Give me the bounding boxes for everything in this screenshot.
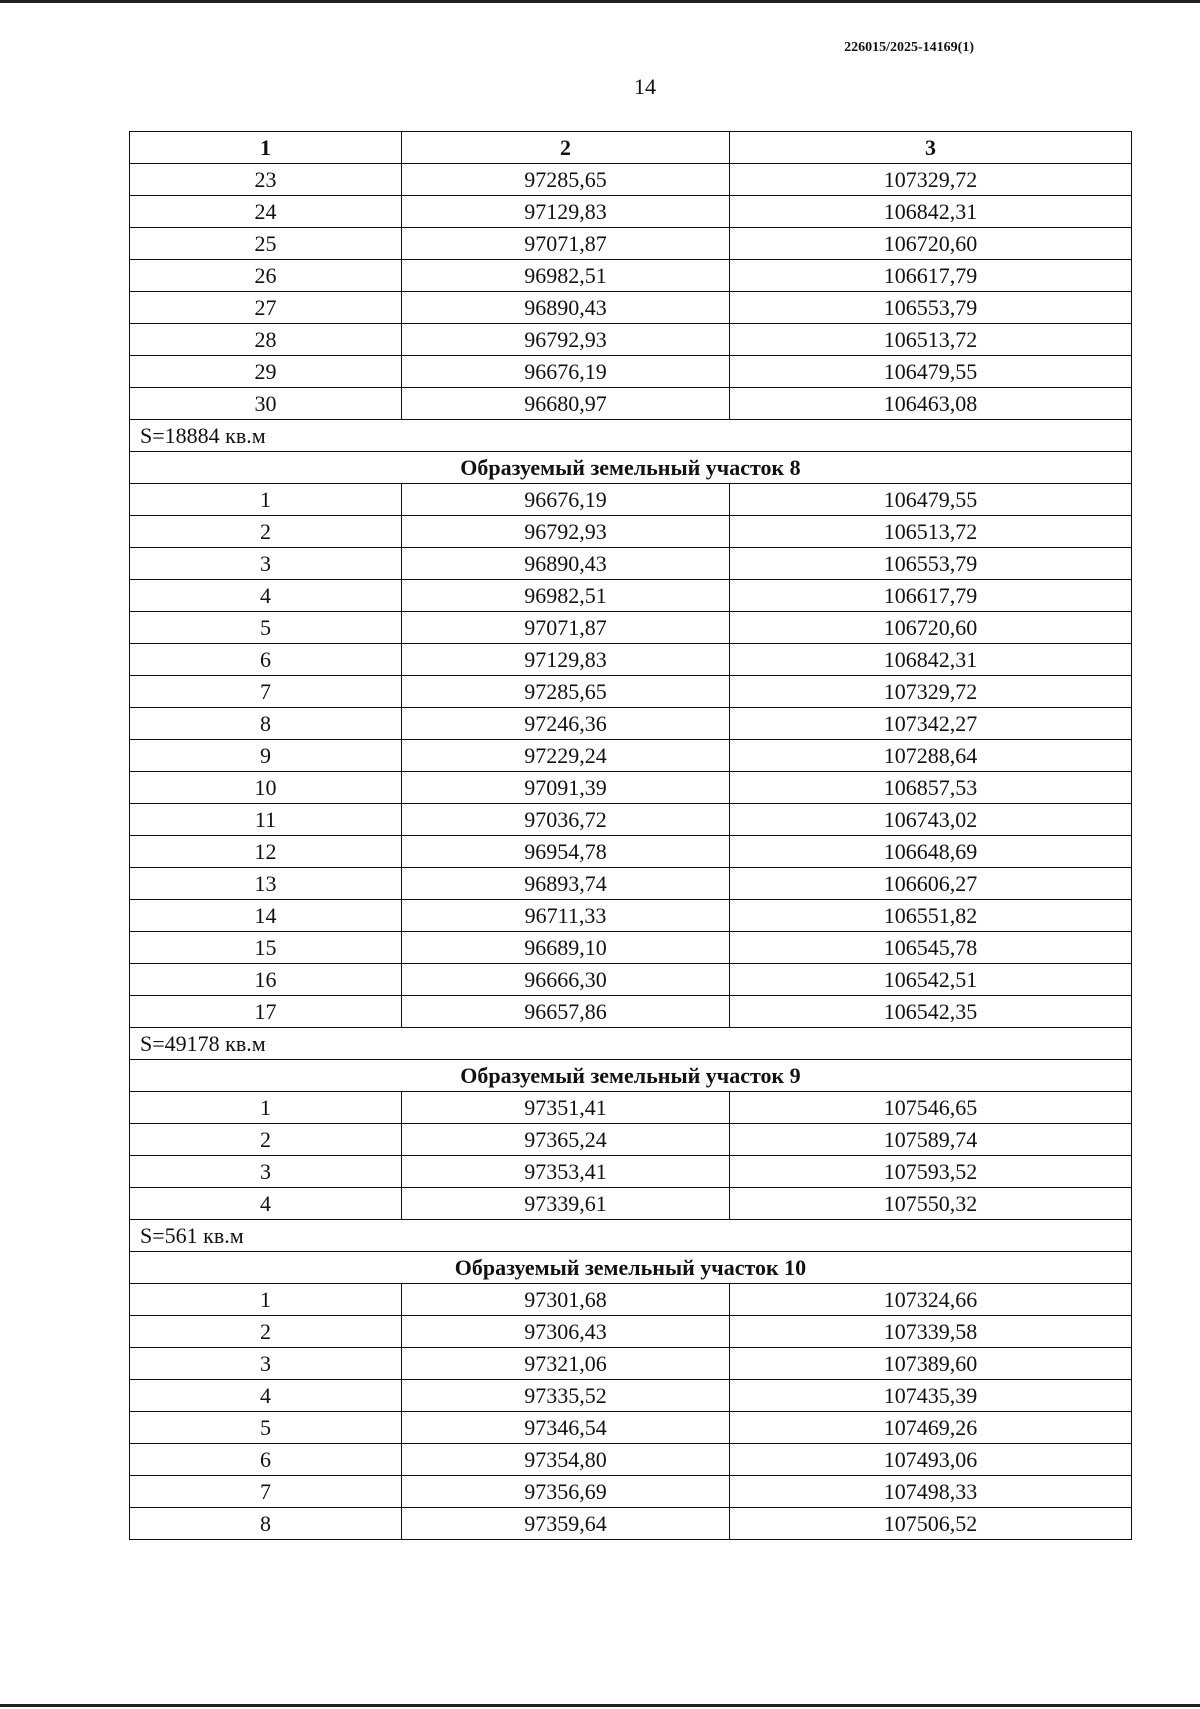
coordinate-x: 96954,78 bbox=[402, 836, 730, 868]
coordinate-x: 96982,51 bbox=[402, 260, 730, 292]
coordinate-x: 96893,74 bbox=[402, 868, 730, 900]
top-scan-border bbox=[0, 0, 1200, 3]
table-row bbox=[130, 932, 1132, 964]
area-value: S=49178 кв.м bbox=[130, 1028, 1132, 1060]
point-number: 6 bbox=[130, 644, 402, 676]
coordinate-y: 106479,55 bbox=[730, 356, 1132, 388]
coordinate-x: 97339,61 bbox=[402, 1188, 730, 1220]
point-number: 13 bbox=[130, 868, 402, 900]
table-row bbox=[130, 900, 1132, 932]
section-row bbox=[130, 452, 1132, 484]
table-row bbox=[130, 580, 1132, 612]
coordinate-x: 97285,65 bbox=[402, 676, 730, 708]
table-row bbox=[130, 1508, 1132, 1540]
table-row bbox=[130, 260, 1132, 292]
table-row bbox=[130, 484, 1132, 516]
header-row bbox=[130, 132, 1132, 164]
table-row bbox=[130, 836, 1132, 868]
coordinate-y: 106720,60 bbox=[730, 612, 1132, 644]
coordinate-x: 97306,43 bbox=[402, 1316, 730, 1348]
coordinate-x: 96890,43 bbox=[402, 292, 730, 324]
coordinate-x: 96792,93 bbox=[402, 516, 730, 548]
point-number: 26 bbox=[130, 260, 402, 292]
table-row bbox=[130, 548, 1132, 580]
point-number: 11 bbox=[130, 804, 402, 836]
point-number: 27 bbox=[130, 292, 402, 324]
coordinate-x: 97091,39 bbox=[402, 772, 730, 804]
table-row bbox=[130, 1188, 1132, 1220]
point-number: 17 bbox=[130, 996, 402, 1028]
coordinate-x: 97129,83 bbox=[402, 196, 730, 228]
header-col-2: 2 bbox=[402, 132, 730, 164]
point-number: 30 bbox=[130, 388, 402, 420]
coordinate-y: 106743,02 bbox=[730, 804, 1132, 836]
point-number: 5 bbox=[130, 612, 402, 644]
point-number: 4 bbox=[130, 580, 402, 612]
table-header bbox=[130, 132, 1132, 164]
point-number: 2 bbox=[130, 516, 402, 548]
coordinate-y: 106606,27 bbox=[730, 868, 1132, 900]
coordinate-y: 106479,55 bbox=[730, 484, 1132, 516]
coordinate-y: 106513,72 bbox=[730, 324, 1132, 356]
coordinate-y: 106545,78 bbox=[730, 932, 1132, 964]
section-title: Образуемый земельный участок 10 bbox=[130, 1252, 1132, 1284]
point-number: 3 bbox=[130, 1156, 402, 1188]
coordinate-y: 107589,74 bbox=[730, 1124, 1132, 1156]
table-row bbox=[130, 1124, 1132, 1156]
coordinate-y: 107329,72 bbox=[730, 676, 1132, 708]
coordinate-x: 97129,83 bbox=[402, 644, 730, 676]
coordinate-x: 97071,87 bbox=[402, 228, 730, 260]
coordinate-y: 107493,06 bbox=[730, 1444, 1132, 1476]
coordinate-y: 107342,27 bbox=[730, 708, 1132, 740]
table-row bbox=[130, 1156, 1132, 1188]
table-body bbox=[130, 164, 1132, 1540]
coordinate-y: 106857,53 bbox=[730, 772, 1132, 804]
coordinate-x: 97365,24 bbox=[402, 1124, 730, 1156]
area-value: S=18884 кв.м bbox=[130, 420, 1132, 452]
coordinate-x: 96676,19 bbox=[402, 484, 730, 516]
coordinate-y: 106553,79 bbox=[730, 548, 1132, 580]
table-row bbox=[130, 708, 1132, 740]
coordinate-x: 97301,68 bbox=[402, 1284, 730, 1316]
point-number: 1 bbox=[130, 1284, 402, 1316]
coordinate-x: 96666,30 bbox=[402, 964, 730, 996]
point-number: 16 bbox=[130, 964, 402, 996]
coordinate-y: 106463,08 bbox=[730, 388, 1132, 420]
table-row bbox=[130, 356, 1132, 388]
coordinate-x: 97321,06 bbox=[402, 1348, 730, 1380]
point-number: 1 bbox=[130, 1092, 402, 1124]
coordinate-x: 96982,51 bbox=[402, 580, 730, 612]
coordinate-x: 97036,72 bbox=[402, 804, 730, 836]
coordinate-y: 107389,60 bbox=[730, 1348, 1132, 1380]
point-number: 10 bbox=[130, 772, 402, 804]
table-row bbox=[130, 964, 1132, 996]
point-number: 3 bbox=[130, 548, 402, 580]
coordinate-y: 106513,72 bbox=[730, 516, 1132, 548]
table-row bbox=[130, 292, 1132, 324]
coordinate-x: 97335,52 bbox=[402, 1380, 730, 1412]
point-number: 3 bbox=[130, 1348, 402, 1380]
coordinate-x: 97353,41 bbox=[402, 1156, 730, 1188]
point-number: 23 bbox=[130, 164, 402, 196]
header-col-3: 3 bbox=[730, 132, 1132, 164]
coordinate-x: 97354,80 bbox=[402, 1444, 730, 1476]
coordinate-x: 97346,54 bbox=[402, 1412, 730, 1444]
coordinate-y: 107498,33 bbox=[730, 1476, 1132, 1508]
coordinates-table bbox=[129, 131, 1132, 1540]
coordinate-y: 106648,69 bbox=[730, 836, 1132, 868]
coordinate-x: 97285,65 bbox=[402, 164, 730, 196]
point-number: 6 bbox=[130, 1444, 402, 1476]
table-row bbox=[130, 868, 1132, 900]
coordinate-x: 96689,10 bbox=[402, 932, 730, 964]
area-row bbox=[130, 1028, 1132, 1060]
point-number: 9 bbox=[130, 740, 402, 772]
point-number: 28 bbox=[130, 324, 402, 356]
table-row bbox=[130, 772, 1132, 804]
table-row bbox=[130, 676, 1132, 708]
coordinate-y: 106553,79 bbox=[730, 292, 1132, 324]
table-row bbox=[130, 196, 1132, 228]
table-row bbox=[130, 1476, 1132, 1508]
point-number: 29 bbox=[130, 356, 402, 388]
area-value: S=561 кв.м bbox=[130, 1220, 1132, 1252]
table-row bbox=[130, 612, 1132, 644]
coordinate-y: 107339,58 bbox=[730, 1316, 1132, 1348]
section-row bbox=[130, 1252, 1132, 1284]
table-row bbox=[130, 644, 1132, 676]
point-number: 2 bbox=[130, 1124, 402, 1156]
coordinate-y: 107546,65 bbox=[730, 1092, 1132, 1124]
coordinate-x: 97071,87 bbox=[402, 612, 730, 644]
table-row bbox=[130, 740, 1132, 772]
coordinate-x: 97356,69 bbox=[402, 1476, 730, 1508]
coordinate-y: 106617,79 bbox=[730, 260, 1132, 292]
point-number: 14 bbox=[130, 900, 402, 932]
coordinate-y: 106542,51 bbox=[730, 964, 1132, 996]
table-row bbox=[130, 1316, 1132, 1348]
section-title: Образуемый земельный участок 8 bbox=[130, 452, 1132, 484]
point-number: 8 bbox=[130, 708, 402, 740]
section-row bbox=[130, 1060, 1132, 1092]
coordinate-x: 96657,86 bbox=[402, 996, 730, 1028]
coordinate-x: 97359,64 bbox=[402, 1508, 730, 1540]
coordinate-y: 107506,52 bbox=[730, 1508, 1132, 1540]
point-number: 7 bbox=[130, 676, 402, 708]
coordinate-y: 107435,39 bbox=[730, 1380, 1132, 1412]
table-row bbox=[130, 1412, 1132, 1444]
section-title: Образуемый земельный участок 9 bbox=[130, 1060, 1132, 1092]
point-number: 5 bbox=[130, 1412, 402, 1444]
point-number: 24 bbox=[130, 196, 402, 228]
table-row bbox=[130, 516, 1132, 548]
point-number: 7 bbox=[130, 1476, 402, 1508]
area-row bbox=[130, 1220, 1132, 1252]
table-row bbox=[130, 324, 1132, 356]
coordinate-x: 96680,97 bbox=[402, 388, 730, 420]
coordinate-y: 107288,64 bbox=[730, 740, 1132, 772]
point-number: 1 bbox=[130, 484, 402, 516]
coordinate-x: 97246,36 bbox=[402, 708, 730, 740]
coordinate-y: 107550,32 bbox=[730, 1188, 1132, 1220]
coordinate-y: 106842,31 bbox=[730, 644, 1132, 676]
page-number: 14 bbox=[634, 74, 656, 99]
coordinate-y: 106720,60 bbox=[730, 228, 1132, 260]
table-row bbox=[130, 228, 1132, 260]
area-row bbox=[130, 420, 1132, 452]
coordinate-x: 97229,24 bbox=[402, 740, 730, 772]
point-number: 12 bbox=[130, 836, 402, 868]
point-number: 8 bbox=[130, 1508, 402, 1540]
point-number: 25 bbox=[130, 228, 402, 260]
coordinate-y: 106842,31 bbox=[730, 196, 1132, 228]
coordinate-y: 107329,72 bbox=[730, 164, 1132, 196]
coordinate-x: 96676,19 bbox=[402, 356, 730, 388]
coordinate-x: 96792,93 bbox=[402, 324, 730, 356]
point-number: 15 bbox=[130, 932, 402, 964]
coordinate-y: 106617,79 bbox=[730, 580, 1132, 612]
table-row bbox=[130, 996, 1132, 1028]
coordinate-y: 106542,35 bbox=[730, 996, 1132, 1028]
document-id: 226015/2025-14169(1) bbox=[844, 40, 974, 55]
table-row bbox=[130, 1284, 1132, 1316]
point-number: 4 bbox=[130, 1380, 402, 1412]
bottom-scan-border bbox=[0, 1704, 1200, 1707]
table-row bbox=[130, 804, 1132, 836]
table-row bbox=[130, 1348, 1132, 1380]
table-row bbox=[130, 1380, 1132, 1412]
table-row bbox=[130, 1444, 1132, 1476]
point-number: 4 bbox=[130, 1188, 402, 1220]
coordinate-x: 97351,41 bbox=[402, 1092, 730, 1124]
coordinate-y: 107469,26 bbox=[730, 1412, 1132, 1444]
table-row bbox=[130, 164, 1132, 196]
header-col-1: 1 bbox=[130, 132, 402, 164]
coordinate-y: 107593,52 bbox=[730, 1156, 1132, 1188]
coordinate-y: 107324,66 bbox=[730, 1284, 1132, 1316]
table-row bbox=[130, 388, 1132, 420]
coordinate-x: 96890,43 bbox=[402, 548, 730, 580]
coordinate-x: 96711,33 bbox=[402, 900, 730, 932]
point-number: 2 bbox=[130, 1316, 402, 1348]
table-row bbox=[130, 1092, 1132, 1124]
coordinate-y: 106551,82 bbox=[730, 900, 1132, 932]
